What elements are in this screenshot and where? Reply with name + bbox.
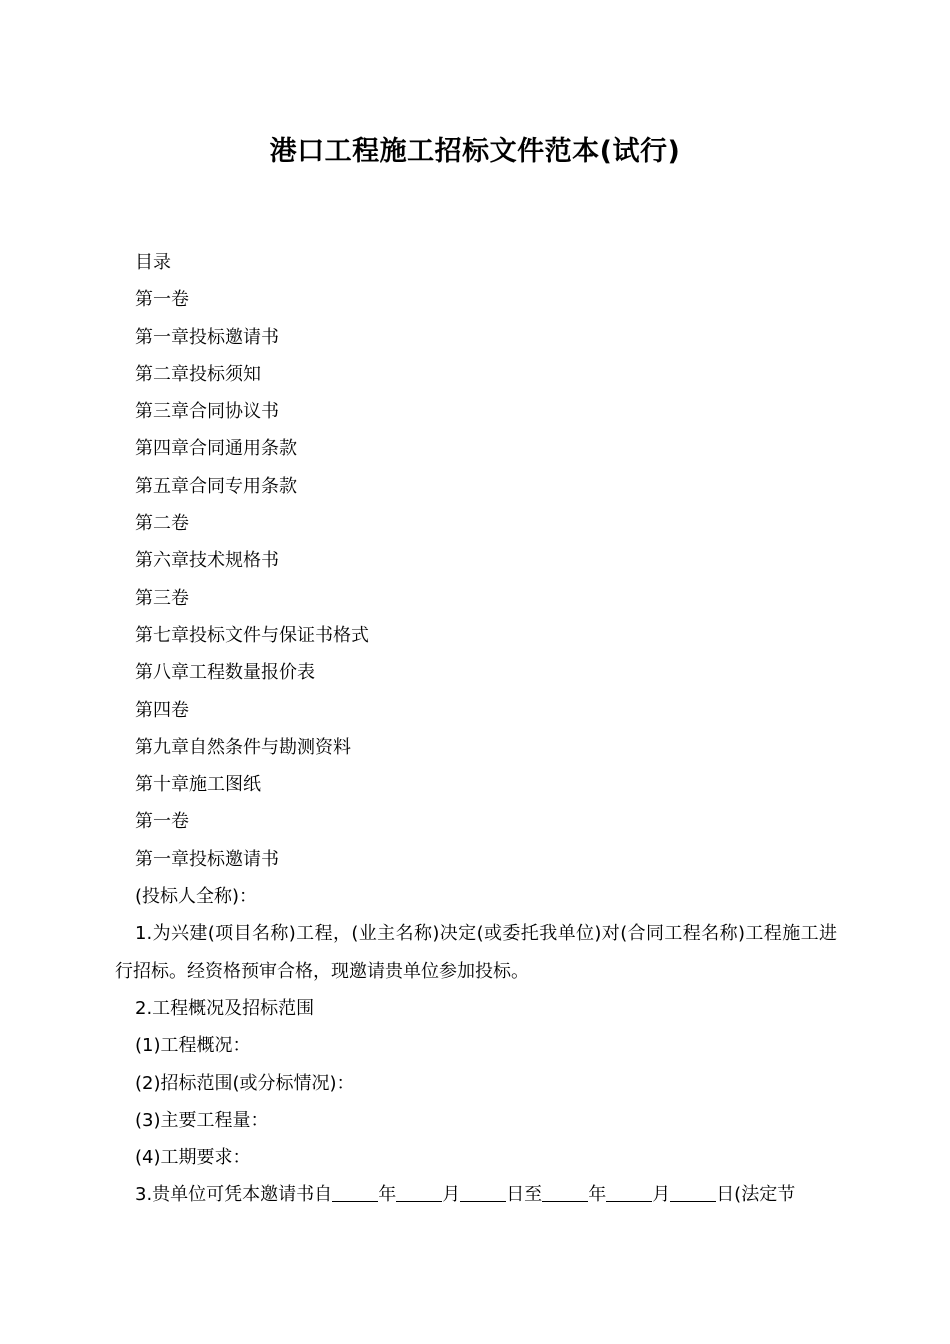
blank-month-start — [396, 1183, 442, 1202]
label-year-start: 年 — [378, 1184, 397, 1206]
paragraph-3-prefix: 3.贵单位可凭本邀请书自 — [135, 1184, 333, 1206]
toc-item: 第十章施工图纸 — [135, 774, 261, 796]
toc-item: 第三卷 — [135, 587, 189, 609]
toc-item: 第一卷 — [135, 289, 189, 311]
invitation-paragraph-1: 1.为兴建(项目名称)工程，(业主名称)决定(或委托我单位)对(合同工程名称)工程施工进行招标。经资格预审合格，现邀请贵单位参加投标。 — [115, 923, 837, 982]
toc-item: 第七章投标文件与保证书格式 — [135, 624, 369, 646]
toc-item: 第八章工程数量报价表 — [135, 662, 315, 684]
toc-item: 第五章合同专用条款 — [135, 475, 297, 497]
label-day-start: 日至 — [506, 1184, 543, 1206]
toc-item: 第四卷 — [135, 699, 189, 721]
scope-item-overview: (1)工程概况： — [135, 1035, 251, 1057]
toc-item: 第四章合同通用条款 — [135, 438, 297, 460]
toc-item: 第二章投标须知 — [135, 363, 261, 385]
blank-month-end — [606, 1183, 652, 1202]
blank-year-end — [542, 1183, 588, 1202]
label-month-end: 月 — [652, 1184, 671, 1206]
scope-item-range: (2)招标范围(或分标情况)： — [135, 1072, 355, 1094]
label-year-end: 年 — [588, 1184, 607, 1206]
section-volume-heading: 第一卷 — [135, 811, 189, 833]
document-body — [115, 244, 837, 1214]
toc-item: 第六章技术规格书 — [135, 550, 279, 572]
toc-item: 第二卷 — [135, 513, 189, 535]
scope-item-quantities: (3)主要工程量： — [135, 1109, 269, 1131]
addressee-line: (投标人全称)： — [135, 886, 258, 908]
document-title: 港口工程施工招标文件范本(试行) — [269, 136, 681, 167]
toc-item: 第九章自然条件与勘测资料 — [135, 736, 351, 758]
invitation-paragraph-3 — [115, 1176, 837, 1213]
blank-year-start — [332, 1183, 378, 1202]
toc-item: 第一章投标邀请书 — [135, 326, 279, 348]
blank-day-end — [670, 1183, 716, 1202]
blank-day-start — [460, 1183, 506, 1202]
toc-heading: 目录 — [135, 252, 171, 273]
scope-item-schedule: (4)工期要求： — [135, 1147, 251, 1169]
label-month-start: 月 — [442, 1184, 461, 1206]
section-chapter-heading: 第一章投标邀请书 — [135, 848, 279, 870]
label-day-end: 日(法定节 — [716, 1184, 796, 1206]
toc-item: 第三章合同协议书 — [135, 401, 279, 423]
scope-heading: 2.工程概况及招标范围 — [135, 997, 315, 1019]
